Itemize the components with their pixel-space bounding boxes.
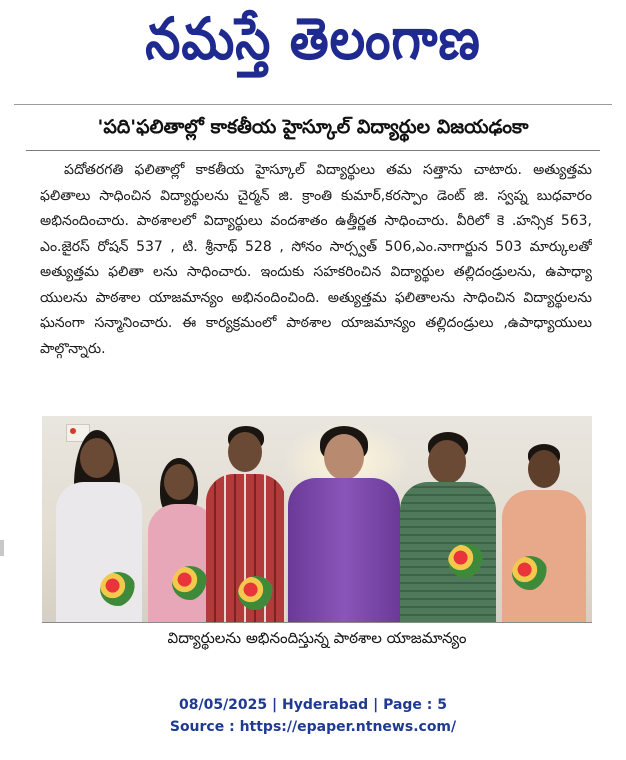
article-photo	[42, 416, 592, 622]
flower-bouquet	[512, 556, 548, 590]
photo-person-6	[498, 444, 588, 622]
masthead-divider	[14, 104, 612, 105]
footer	[0, 694, 626, 738]
article-body	[40, 158, 592, 408]
footer-source-line: Source : https://epaper.ntnews.com/	[169, 719, 457, 735]
flower-bouquet	[100, 572, 136, 606]
page-edge-mark	[0, 540, 4, 556]
photo-person-5	[394, 432, 498, 622]
headline-divider	[26, 150, 600, 151]
newspaper-logo: నమస్తే తెలంగాణ	[145, 5, 481, 72]
flower-bouquet	[238, 576, 274, 610]
footer-date-line: 08/05/2025 | Hyderabad | Page : 5	[178, 697, 448, 713]
article-paragraph: పదోతరగతి ఫలితాల్లో కాకతీయ హైస్కూల్ విద్యార్థులు తమ సత్తాను చాటారు. అత్యుత్తమ ఫలితాలు సాధించిన విద్యార్థులను చైర్మన్ జి. క్రాంతి కుమార్,కరస్పాం డెంట్ జి. స్వప్న బుధవారం అభినందించారు. పాఠశాలలో విద్యార్థులు వందశాతం ఉత్తీర్ణత సాధించారు. వీరిలో కె .హన్సిక 563, ఎం.జైరస్ రోషన్ 537 , టి. శ్రీనాథ్ 528 , సోనం సార్స్వత్ 506,ఎం.నాగార్జున 503 మార్కులతో అత్యుత్తమ ఫలితా లను సాధించారు. ఇందుకు సహకరించిన విద్యార్థుల తల్లిదండ్రులను, ఉపాధ్యా యులను పాఠశాల యాజమాన్యం అభినందించింది. అత్యుత్తమ ఫలితాలను సాధించిన విద్యార్థులను ఘనంగా సన్మానించారు. ఈ కార్యక్రమంలో పాఠశాల యాజమాన్యం తల్లిదండ్రులు ,ఉపాధ్యాయులు పాల్గొన్నారు.	[40, 162, 592, 357]
masthead	[0, 0, 626, 92]
photo-person-4	[282, 426, 402, 622]
flower-bouquet	[172, 566, 208, 600]
photo-caption: విద్యార్థులను అభినందిస్తున్న పాఠశాల యాజమాన్యం	[167, 629, 467, 647]
article-headline: 'పది'ఫలితాల్లో కాకతీయ హైస్కూల్ విద్యార్థుల విజయఢంకా	[97, 115, 529, 138]
flower-bouquet	[448, 544, 484, 578]
caption-divider	[42, 622, 592, 623]
